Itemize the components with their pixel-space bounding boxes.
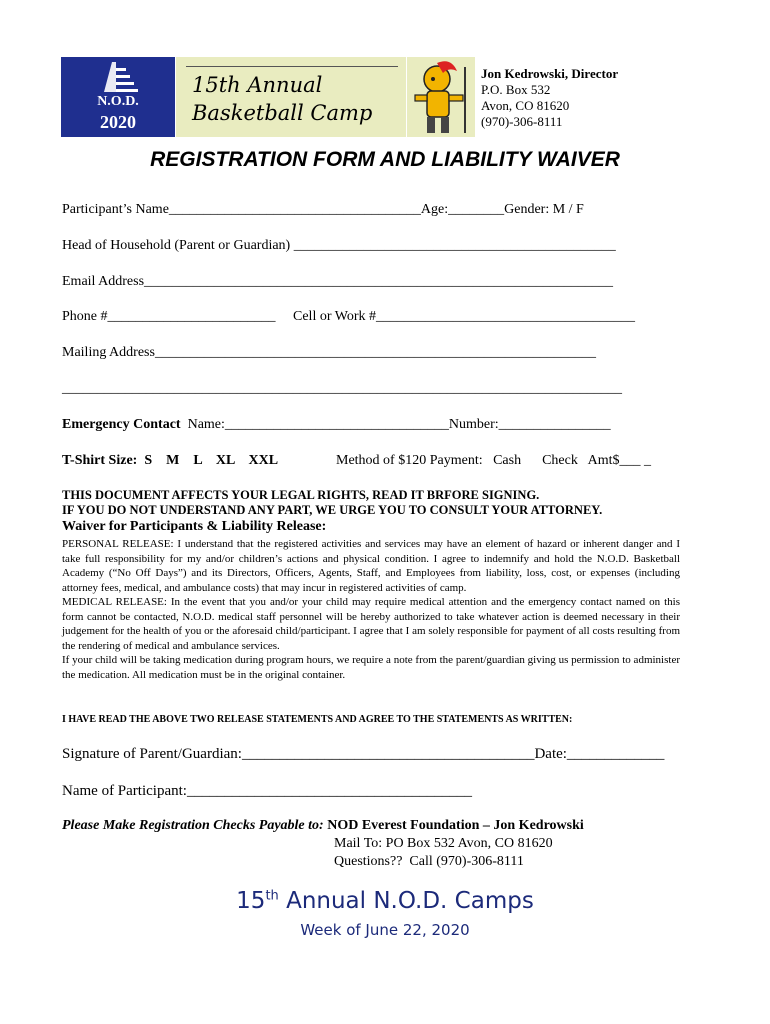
logo-nod-text: N.O.D. <box>97 94 139 109</box>
director-name: Jon Kedrowski, Director <box>481 66 619 81</box>
mail-to-address: Mail To: PO Box 532 Avon, CO 81620 <box>334 836 553 851</box>
participant-name-field[interactable]: Participant’s Name____________________________________Age:________Gender: M / F <box>62 202 584 217</box>
waiver-text <box>62 537 680 682</box>
medication-text: If your child will be taking medication during program hours, we require a note from the parent/guardian giving us permission to administer the medication. All medication must be in the original container. <box>62 654 680 681</box>
legal-notice-line1: THIS DOCUMENT AFFECTS YOUR LEGAL RIGHTS, READ IT BRFORE SIGNING. <box>62 488 540 502</box>
payment-method-options[interactable]: Method of $120 Payment: Cash Check Amt$___ _ <box>336 453 651 468</box>
form-title: REGISTRATION FORM AND LIABILITY WAIVER <box>150 148 620 171</box>
director-po-box: P.O. Box 532 <box>481 82 551 97</box>
signature-field[interactable]: Signature of Parent/Guardian:_______________________________________Date:_____________ <box>62 746 665 762</box>
waiver-heading: Waiver for Participants & Liability Release: <box>62 519 327 534</box>
emergency-contact-label: Emergency Contact <box>62 417 181 432</box>
checks-payable-line <box>62 818 584 834</box>
camp-title-line2: Basketball Camp <box>192 101 373 125</box>
footer-number: 15 <box>236 888 266 914</box>
head-of-household-field[interactable]: Head of Household (Parent or Guardian) ______________________________________________ <box>62 238 616 253</box>
medical-release-text: MEDICAL RELEASE: In the event that you and/or your child may require medical attention and the emergency contact named on this form cannot be contacted, N.O.D. medical staff personnel will be hereby authorized to take whatever action is deemed necessary in their judgement for the health of you or the aforesaid child/participant. I agree that I am solely responsible for payment of all costs resulting from the rendering of medical and ambulance services. <box>62 596 680 652</box>
mailing-address-line2[interactable]: ________________________________________________________________________________ <box>62 381 622 396</box>
director-city: Avon, CO 81620 <box>481 98 570 113</box>
footer-week: Week of June 22, 2020 <box>300 921 470 939</box>
mailing-address-field[interactable]: Mailing Address_______________________________________________________________ <box>62 345 596 360</box>
mountain-logo-icon <box>98 60 138 94</box>
footer-camp-title <box>0 888 770 914</box>
legal-notice-line2: IF YOU DO NOT UNDERSTAND ANY PART, WE URGE YOU TO CONSULT YOUR ATTORNEY. <box>62 503 603 517</box>
checks-payee: NOD Everest Foundation – Jon Kedrowski <box>323 818 584 833</box>
logo-year-text: 2020 <box>100 112 136 132</box>
tshirt-size-options[interactable]: T-Shirt Size: S M L XL XXL <box>62 453 279 468</box>
agreement-statement: I HAVE READ THE ABOVE TWO RELEASE STATEMENTS AND AGREE TO THE STATEMENTS AS WRITTEN: <box>62 714 573 725</box>
warrior-mascot-icon <box>407 57 475 137</box>
emergency-contact-inputs[interactable]: Name:________________________________Number:________________ <box>180 417 611 432</box>
personal-release-text: PERSONAL RELEASE: I understand that the registered activities and services may have an element of hazard or inherent danger and I take full responsibility for my and/or children’s actions and physical condition. I agree to indemnify and hold the N.O.D. Basketball Academy (“No Off Days”) and its Directors, Officers, Agents, Staff, and Employees from liability, loss, cost, or expenses (including attorney fees, medical, and ambulance costs) that may incur in registered activities of camp. <box>62 538 680 594</box>
participant-name-signature-field[interactable]: Name of Participant:______________________________________ <box>62 783 472 799</box>
footer-ordinal: th <box>265 888 279 904</box>
director-contact <box>481 66 618 130</box>
mascot-panel <box>407 57 475 137</box>
camp-title-panel <box>176 57 406 137</box>
checks-payable-label: Please Make Registration Checks Payable to: <box>62 818 324 833</box>
camp-divider <box>186 66 398 67</box>
director-phone: (970)-306-8111 <box>481 114 563 129</box>
camp-title-line1: 15th Annual <box>192 73 323 97</box>
emergency-contact-field[interactable] <box>62 417 611 433</box>
email-field[interactable]: Email Address___________________________________________________________________ <box>62 274 614 289</box>
questions-phone: Questions?? Call (970)-306-8111 <box>334 854 524 869</box>
footer-title-rest: Annual N.O.D. Camps <box>278 888 534 914</box>
phone-field[interactable]: Phone #________________________ Cell or Work #_____________________________________ <box>62 309 635 324</box>
